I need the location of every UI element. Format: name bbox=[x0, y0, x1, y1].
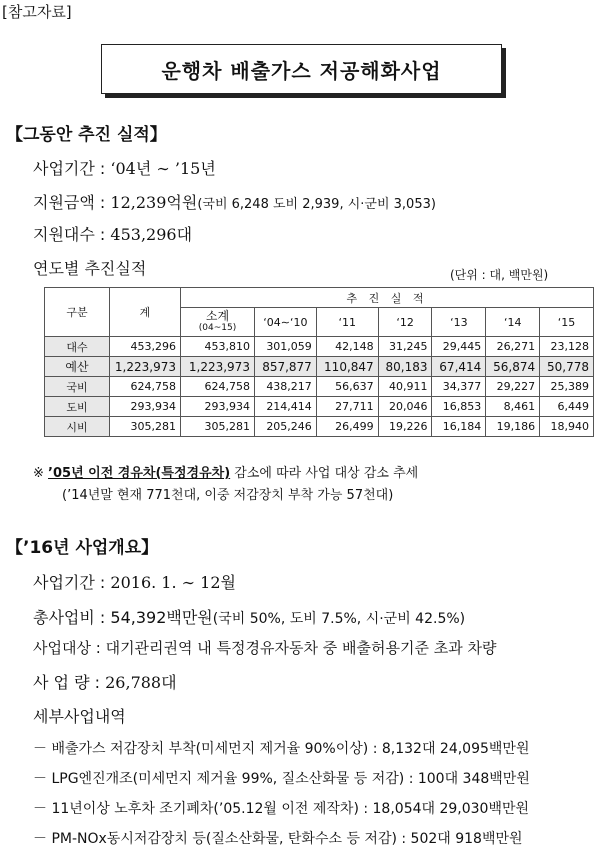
table-cell: 56,874 bbox=[486, 357, 540, 377]
volume-line bbox=[33, 670, 177, 693]
table-cell: 19,186 bbox=[486, 417, 540, 437]
list-item: － 11년이상 노후차 조기폐차(’05.12월 이전 제작차) : 18,054대 29,030백만원 bbox=[33, 801, 530, 817]
table-cell: 293,934 bbox=[181, 397, 255, 417]
target-label: 사업대상 : bbox=[33, 639, 101, 657]
header-group: 추 진 실 적 bbox=[181, 288, 594, 308]
table-cell: 26,499 bbox=[316, 417, 378, 437]
amount-line bbox=[33, 190, 436, 213]
header-year: ‘15 bbox=[540, 308, 594, 337]
table-cell: 438,217 bbox=[254, 377, 316, 397]
row-label: 국비 bbox=[45, 377, 110, 397]
note-secondary: (’14년말 현재 771천대, 이중 저감장치 부착 가능 57천대) bbox=[62, 488, 394, 503]
header-year: ‘12 bbox=[378, 308, 432, 337]
table-cell: 80,183 bbox=[378, 357, 432, 377]
amount-value: 12,239억원 bbox=[110, 193, 198, 212]
table-cell: 67,414 bbox=[432, 357, 486, 377]
budget-line bbox=[33, 605, 465, 628]
page-title: 운행차 배출가스 저공해화사업 bbox=[161, 58, 442, 83]
count-value: 453,296대 bbox=[110, 225, 193, 244]
table-cell: 214,414 bbox=[254, 397, 316, 417]
table-cell: 19,226 bbox=[378, 417, 432, 437]
header-subtotal bbox=[181, 308, 255, 337]
table-row bbox=[45, 337, 594, 357]
table-cell: 305,281 bbox=[110, 417, 181, 437]
table-cell: 31,245 bbox=[378, 337, 432, 357]
period2016-label: 사업기간 : bbox=[33, 573, 106, 592]
note-primary bbox=[33, 462, 418, 481]
table-row bbox=[45, 397, 594, 417]
count-line bbox=[33, 222, 192, 245]
table-cell: 1,223,973 bbox=[181, 357, 255, 377]
header-subtotal-note: (04~15) bbox=[198, 323, 237, 333]
table-cell: 18,940 bbox=[540, 417, 594, 437]
period-label: 사업기간 : bbox=[33, 159, 106, 178]
table-cell: 624,758 bbox=[181, 377, 255, 397]
budget-value: 54,392백만원 bbox=[110, 608, 213, 627]
row-label: 대수 bbox=[45, 337, 110, 357]
row-label: 예산 bbox=[45, 357, 110, 377]
table-cell: 453,296 bbox=[110, 337, 181, 357]
table-row bbox=[45, 417, 594, 437]
period2016-line bbox=[33, 570, 236, 593]
header-total: 계 bbox=[110, 288, 181, 337]
table-row bbox=[45, 377, 594, 397]
unit-label: (단위 : 대, 백만원) bbox=[450, 268, 549, 282]
period2016-value: 2016. 1. ∼ 12월 bbox=[110, 573, 236, 592]
volume-value: 26,788대 bbox=[105, 673, 177, 692]
target-value: 대기관리권역 내 특정경유자동차 중 배출허용기준 초과 차량 bbox=[105, 639, 497, 657]
header-category: 구분 bbox=[45, 288, 110, 337]
period-value: ‘04년 ∼ ’15년 bbox=[110, 159, 216, 178]
table-cell: 42,148 bbox=[316, 337, 378, 357]
title-box bbox=[101, 44, 502, 94]
table-row bbox=[45, 357, 594, 377]
table-cell: 624,758 bbox=[110, 377, 181, 397]
table-cell: 29,227 bbox=[486, 377, 540, 397]
table-cell: 293,934 bbox=[110, 397, 181, 417]
table-cell: 305,281 bbox=[181, 417, 255, 437]
section-heading-results: 【그동안 추진 실적】 bbox=[6, 125, 167, 145]
list-item: － 배출가스 저감장치 부착(미세먼지 제거율 90%이상) : 8,132대 24,095백만원 bbox=[33, 741, 530, 757]
table-cell: 34,377 bbox=[432, 377, 486, 397]
section-heading-2016: 【’16년 사업개요】 bbox=[6, 538, 159, 558]
header-year: ‘13 bbox=[432, 308, 486, 337]
row-label: 도비 bbox=[45, 397, 110, 417]
note-mark: ※ bbox=[33, 466, 44, 481]
header-year: ‘04∼‘10 bbox=[254, 308, 316, 337]
table-cell: 26,271 bbox=[486, 337, 540, 357]
table-cell: 1,223,973 bbox=[110, 357, 181, 377]
reference-label: [참고자료] bbox=[2, 3, 72, 21]
count-label: 지원대수 : bbox=[33, 225, 106, 244]
table-cell: 27,711 bbox=[316, 397, 378, 417]
list-item: － PM-NOx동시저감장치 등(질소산화물, 탄화수소 등 저감) : 502대 918백만원 bbox=[33, 831, 523, 847]
table-cell: 8,461 bbox=[486, 397, 540, 417]
header-subtotal-label: 소계 bbox=[205, 309, 230, 323]
table-cell: 6,449 bbox=[540, 397, 594, 417]
note-underlined: ’05년 이전 경유차(특정경유차) bbox=[48, 466, 231, 481]
table-cell: 50,778 bbox=[540, 357, 594, 377]
volume-label: 사 업 량 : bbox=[33, 673, 101, 692]
table-cell: 205,246 bbox=[254, 417, 316, 437]
table-cell: 16,853 bbox=[432, 397, 486, 417]
table-cell: 40,911 bbox=[378, 377, 432, 397]
note-rest: 감소에 따라 사업 대상 감소 추세 bbox=[230, 466, 419, 481]
yearly-label: 연도별 추진실적 bbox=[33, 259, 147, 278]
table-cell: 16,184 bbox=[432, 417, 486, 437]
table-cell: 23,128 bbox=[540, 337, 594, 357]
table-cell: 453,810 bbox=[181, 337, 255, 357]
table-cell: 25,389 bbox=[540, 377, 594, 397]
table-cell: 20,046 bbox=[378, 397, 432, 417]
table-cell: 56,637 bbox=[316, 377, 378, 397]
header-year: ‘11 bbox=[316, 308, 378, 337]
table-cell: 29,445 bbox=[432, 337, 486, 357]
header-year: ‘14 bbox=[486, 308, 540, 337]
table-cell: 301,059 bbox=[254, 337, 316, 357]
period-line bbox=[33, 156, 216, 179]
table-cell: 857,877 bbox=[254, 357, 316, 377]
budget-label: 총사업비 : bbox=[33, 608, 106, 627]
amount-label: 지원금액 : bbox=[33, 193, 106, 212]
results-table bbox=[44, 287, 594, 437]
amount-detail: (국비 6,248 도비 2,939, 시·군비 3,053) bbox=[197, 197, 436, 212]
detail-label: 세부사업내역 bbox=[33, 707, 126, 726]
target-line bbox=[33, 637, 496, 658]
row-label: 시비 bbox=[45, 417, 110, 437]
table-cell: 110,847 bbox=[316, 357, 378, 377]
list-item: － LPG엔진개조(미세먼지 제거율 99%, 질소산화물 등 저감) : 100대 348백만원 bbox=[33, 771, 530, 787]
budget-detail: (국비 50%, 도비 7.5%, 시·군비 42.5%) bbox=[212, 611, 466, 627]
